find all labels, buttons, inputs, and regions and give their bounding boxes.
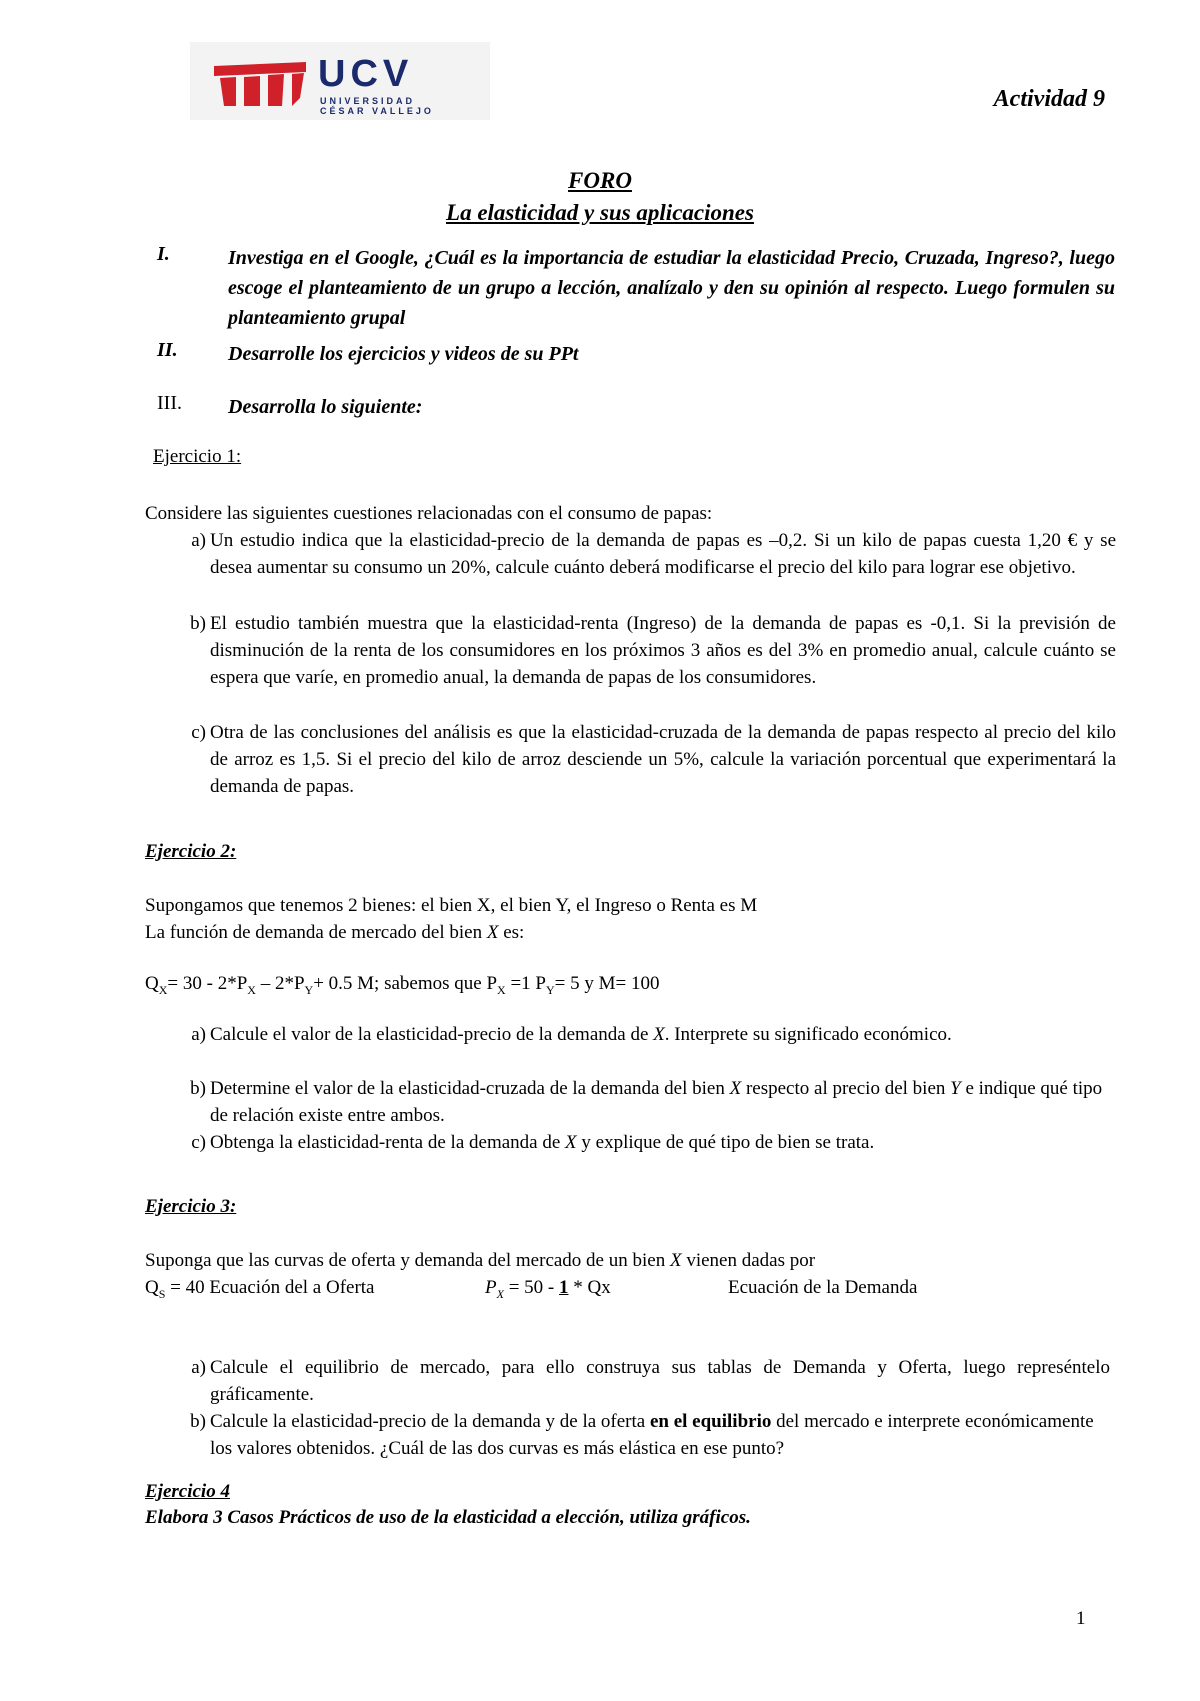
item-2-text: Desarrolle los ejercicios y videos de su PPt — [228, 343, 579, 365]
exercise-3-intro: Suponga que las curvas de oferta y demanda del mercado de un bien X vienen dadas por — [145, 1250, 816, 1271]
exercise-2-intro-1: Supongamos que tenemos 2 bienes: el bien X, el bien Y, el Ingreso o Renta es M — [145, 895, 758, 916]
page-number: 1 — [1076, 1608, 1086, 1629]
exercise-2-intro-2: La función de demanda de mercado del bien X es: — [145, 922, 525, 943]
title-line1: FORO — [568, 168, 632, 193]
item-3-text: Desarrolla lo siguiente: — [228, 396, 423, 418]
item-3-number: III. — [157, 392, 182, 414]
exercise-4-text: Elabora 3 Casos Prácticos de uso de la elasticidad a elección, utiliza gráficos. — [145, 1507, 751, 1528]
exercise-1-letter-b: b) — [190, 613, 206, 634]
exercise-1-heading: Ejercicio 1: — [153, 446, 242, 467]
logo-subtitle-line2: CÉSAR VALLEJO — [320, 106, 434, 116]
exercise-2-item-a: Calcule el valor de la elasticidad-precio de la demanda de X. Interprete su significado económico. — [210, 1024, 952, 1045]
item-1-number: I. — [157, 243, 170, 265]
exercise-4-heading: Ejercicio 4 — [145, 1481, 230, 1502]
title-line2: La elasticidad y sus aplicaciones — [446, 200, 754, 225]
exercise-2-heading: Ejercicio 2: — [145, 841, 237, 862]
exercise-1-letter-c: c) — [191, 722, 206, 743]
exercise-2-item-b: Determine el valor de la elasticidad-cruzada de la demanda del bien X respecto al precio del bien Y e indique qué tipo de relación existe entre ambos. — [210, 1078, 1103, 1126]
exercise-2-item-c: Obtenga la elasticidad-renta de la demanda de X y explique de qué tipo de bien se trata. — [210, 1132, 875, 1153]
exercise-2-letter-a: a) — [191, 1024, 206, 1045]
exercise-3-demand-equation: $P_X = 50 - 1 * Qx$ — [485, 1277, 611, 1301]
exercise-1-item-c: Otra de las conclusiones del análisis es que la elasticidad-cruzada de la demanda de papas respecto al precio del kilo de arroz es 1,5. Si el precio del kilo de arroz desciende un 5%, calcule la variación porcentual que experimentará la demanda de papas. — [210, 722, 1116, 797]
exercise-1-item-a: Un estudio indica que la elasticidad-precio de la demanda de papas es –0,2. Si un kilo de papas cuesta 1,20 € y se desea aumentar su consumo un 20%, calcule cuánto deberá modificarse el precio del kilo para lograr ese objetivo. — [210, 530, 1116, 578]
exercise-3-letter-a: a) — [191, 1357, 206, 1378]
exercise-3-supply-equation: $Q_S = 40$ Ecuación del a Oferta — [145, 1277, 375, 1301]
exercise-3-heading: Ejercicio 3: — [145, 1196, 237, 1217]
exercise-2-letter-c: c) — [191, 1132, 206, 1153]
activity-label: Actividad 9 — [993, 86, 1105, 112]
item-2-number: II. — [157, 339, 178, 361]
exercise-1-item-b: El estudio también muestra que la elasticidad-renta (Ingreso) de la demanda de papas es -0,1. Si la previsión de disminución de la renta de los consumidores en los próximos 3 años es del 3% en promedio anual, calcule cuánto se espera que varíe, en promedio anual, la demanda de papas de los consumidores. — [210, 613, 1116, 688]
logo-brand-text: UCV — [318, 53, 414, 95]
exercise-3-item-a: Calcule el equilibrio de mercado, para ello construya sus tablas de Demanda y Oferta, luego represéntelo gráficamente. — [210, 1357, 1110, 1405]
university-logo — [190, 42, 490, 120]
exercise-2-letter-b: b) — [190, 1078, 206, 1099]
exercise-2-demand-equation: $Q_X= 30 - 2*P_X - 2*P_Y+ 0.5$ M; sabemos que $P_X =1$ $P_Y= 5$ y M= 100 — [145, 973, 660, 997]
item-1-text: Investiga en el Google, ¿Cuál es la importancia de estudiar la elasticidad Precio, Cruzada, Ingreso?, luego escoge el planteamiento de un grupo a lección, analízalo y den su opinión al respecto. Luego formulen su planteamiento grupal — [228, 247, 1115, 329]
exercise-3-item-b: Calcule la elasticidad-precio de la demanda y de la oferta en el equilibrio del mercado e interprete económicamente los valores obtenidos. ¿Cuál de las dos curvas es más elástica en ese punto? — [210, 1411, 1094, 1459]
exercise-1-letter-a: a) — [191, 530, 206, 551]
ucv-emblem-icon — [214, 62, 306, 106]
exercise-1-intro: Considere las siguientes cuestiones relacionadas con el consumo de papas: — [145, 503, 713, 524]
logo-subtitle-line1: UNIVERSIDAD — [320, 96, 416, 106]
exercise-3-demand-label: Ecuación de la Demanda — [728, 1277, 918, 1298]
exercise-3-letter-b: b) — [190, 1411, 206, 1432]
